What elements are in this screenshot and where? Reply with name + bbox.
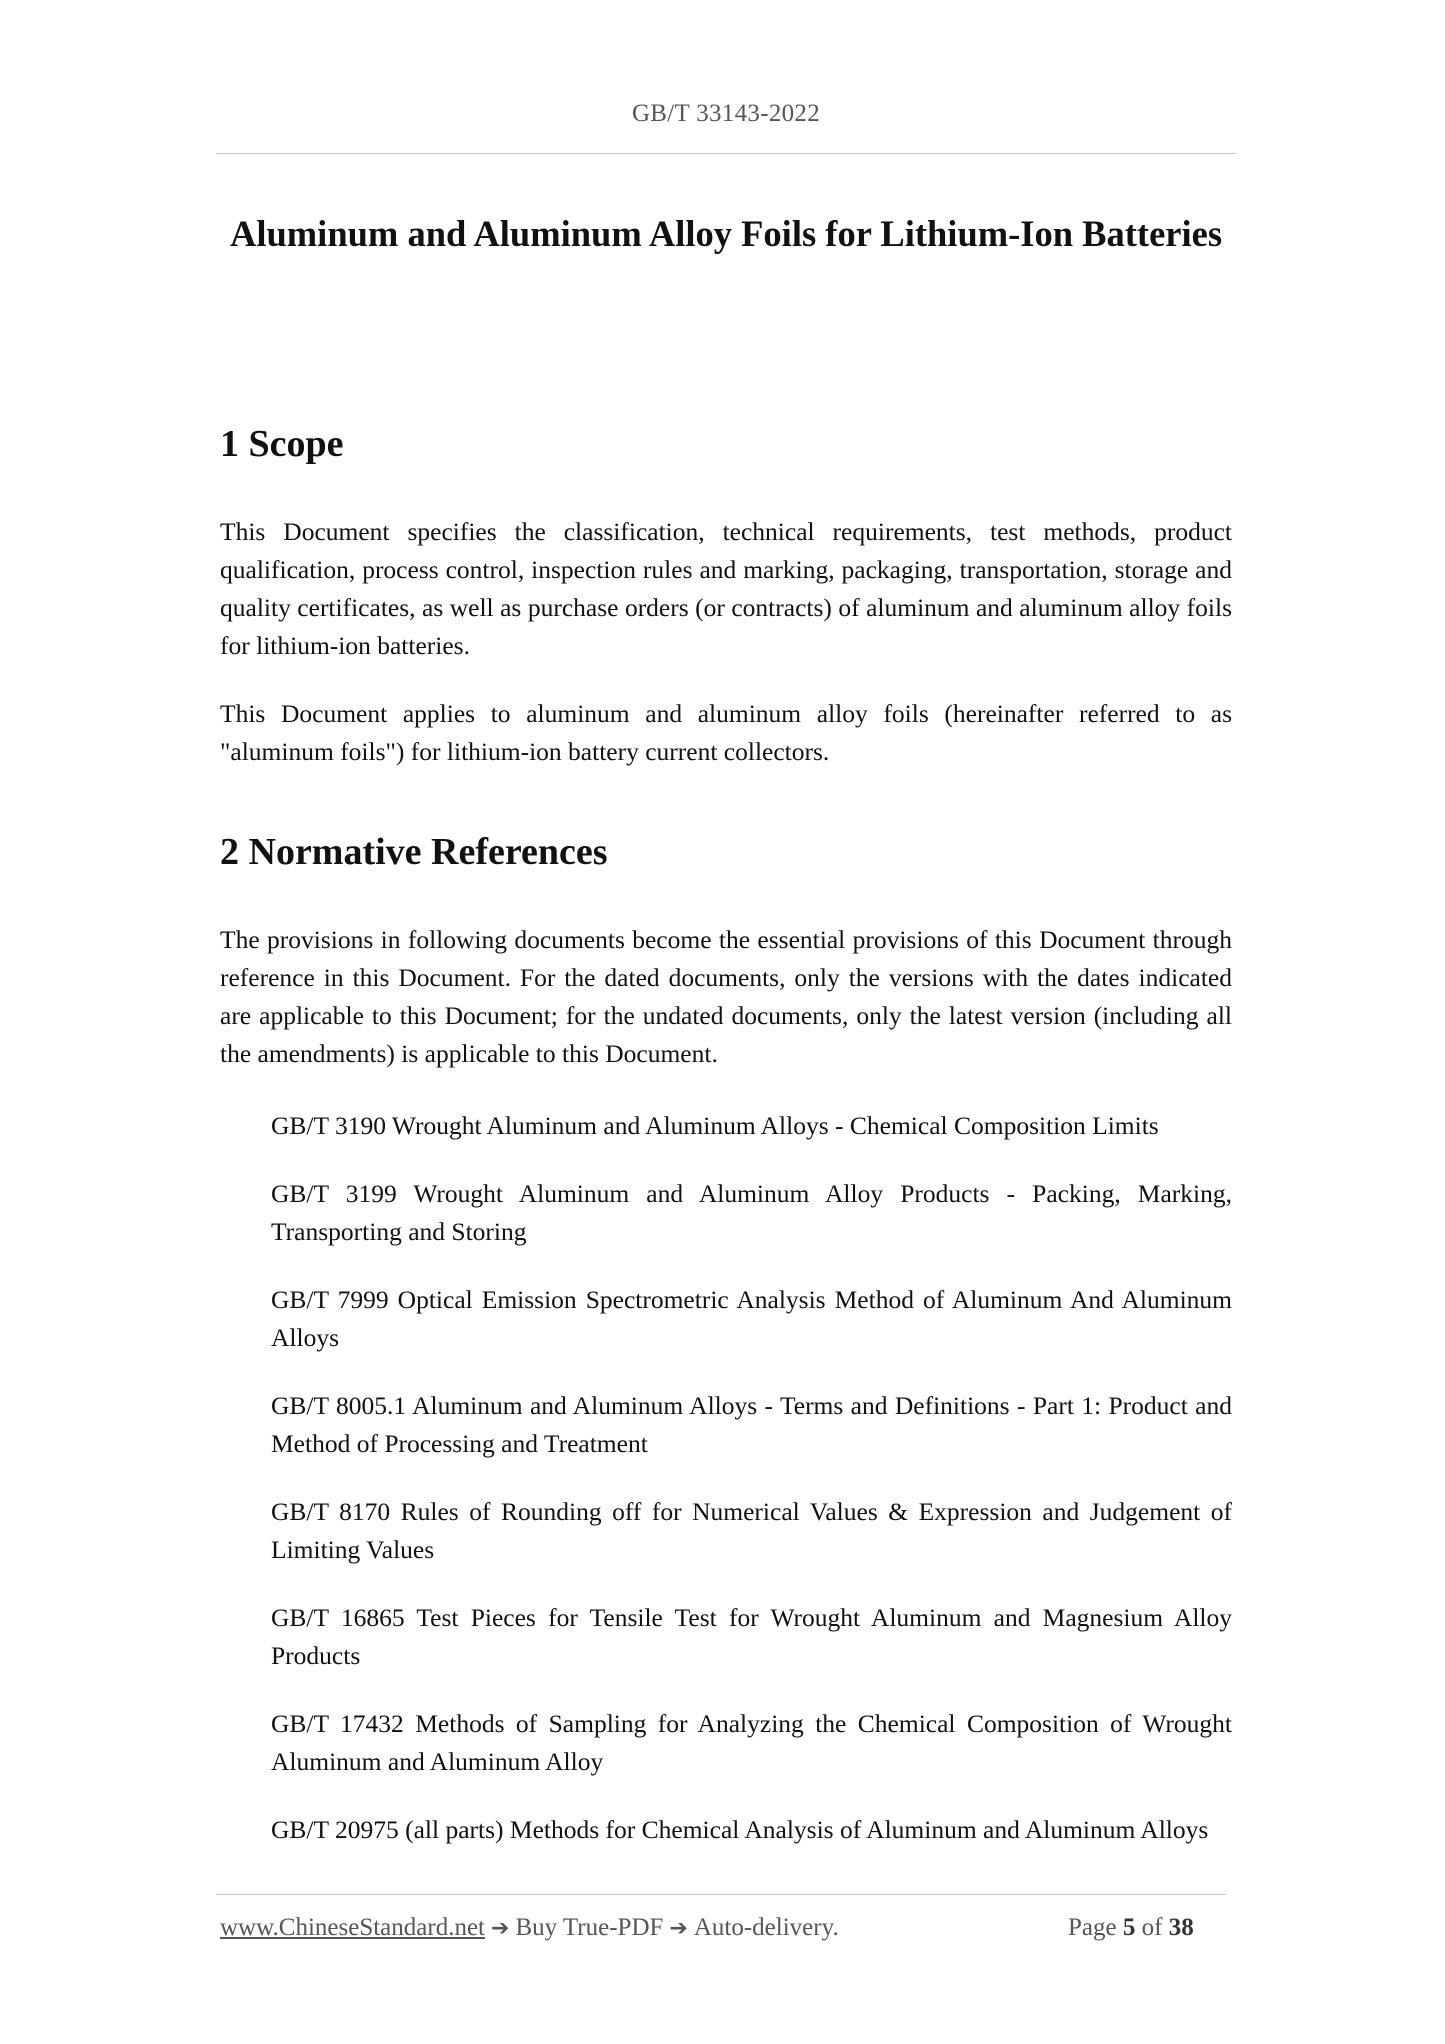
auto-delivery-text: Auto-delivery. <box>693 1914 839 1941</box>
buy-true-pdf-text: Buy True-PDF <box>515 1914 664 1941</box>
right-arrow-icon: ➔ <box>669 1916 688 1941</box>
reference-list <box>271 1107 1232 1879</box>
reference-item-gbt-3190: GB/T 3190 Wrought Aluminum and Aluminum Alloys - Chemical Composition Limits <box>271 1111 1159 1140</box>
section-heading-normative-references: 2 Normative References <box>220 831 608 873</box>
footer-promo <box>220 1914 839 1942</box>
reference-item-gbt-16865: GB/T 16865 Test Pieces for Tensile Test for Wrought Aluminum and Magnesium Alloy Products <box>271 1603 1232 1670</box>
reference-item-gbt-8005-1: GB/T 8005.1 Aluminum and Aluminum Alloys - Terms and Definitions - Part 1: Product and Method of Processing and Treatment <box>271 1391 1232 1458</box>
site-link[interactable]: www.ChineseStandard.net <box>220 1914 485 1941</box>
header-divider <box>216 153 1236 154</box>
document-title: Aluminum and Aluminum Alloy Foils for Lithium-Ion Batteries <box>229 213 1223 254</box>
scope-paragraph-1: This Document specifies the classification, technical requirements, test methods, product qualification, process control, inspection rules and marking, packaging, transportation, storage and quality certificates, as well as purchase orders (or contracts) of aluminum and aluminum alloy foils for lithium-ion batteries. <box>220 517 1232 660</box>
right-arrow-icon: ➔ <box>491 1916 510 1941</box>
current-page-number: 5 <box>1122 1914 1136 1941</box>
reference-item-gbt-17432: GB/T 17432 Methods of Sampling for Analyzing the Chemical Composition of Wrought Aluminum and Aluminum Alloy <box>271 1709 1232 1776</box>
section-heading-scope: 1 Scope <box>220 423 344 465</box>
reference-item-gbt-3199: GB/T 3199 Wrought Aluminum and Aluminum Alloy Products - Packing, Marking, Transporting and Storing <box>271 1179 1232 1246</box>
reference-item-gbt-20975: GB/T 20975 (all parts) Methods for Chemical Analysis of Aluminum and Aluminum Alloys <box>271 1815 1209 1844</box>
footer-divider <box>216 1894 1226 1895</box>
normative-intro-paragraph: The provisions in following documents become the essential provisions of this Document through reference in this Document. For the dated documents, only the versions with the dates indicated are applicable to this Document; for the undated documents, only the latest version (including all the amendments) is applicable to this Document. <box>220 925 1232 1068</box>
reference-item-gbt-7999: GB/T 7999 Optical Emission Spectrometric Analysis Method of Aluminum And Aluminum Alloys <box>271 1285 1232 1352</box>
running-header: GB/T 33143-2022 <box>631 100 821 127</box>
reference-item-gbt-8170: GB/T 8170 Rules of Rounding off for Numerical Values & Expression and Judgement of Limiting Values <box>271 1497 1232 1564</box>
scope-paragraph-2: This Document applies to aluminum and aluminum alloy foils (hereinafter referred to as "aluminum foils") for lithium-ion battery current collectors. <box>220 699 1232 766</box>
page-indicator <box>1068 1914 1194 1942</box>
page-of-label: of <box>1141 1914 1163 1941</box>
page-label: Page <box>1068 1914 1117 1941</box>
total-pages-number: 38 <box>1168 1914 1194 1941</box>
